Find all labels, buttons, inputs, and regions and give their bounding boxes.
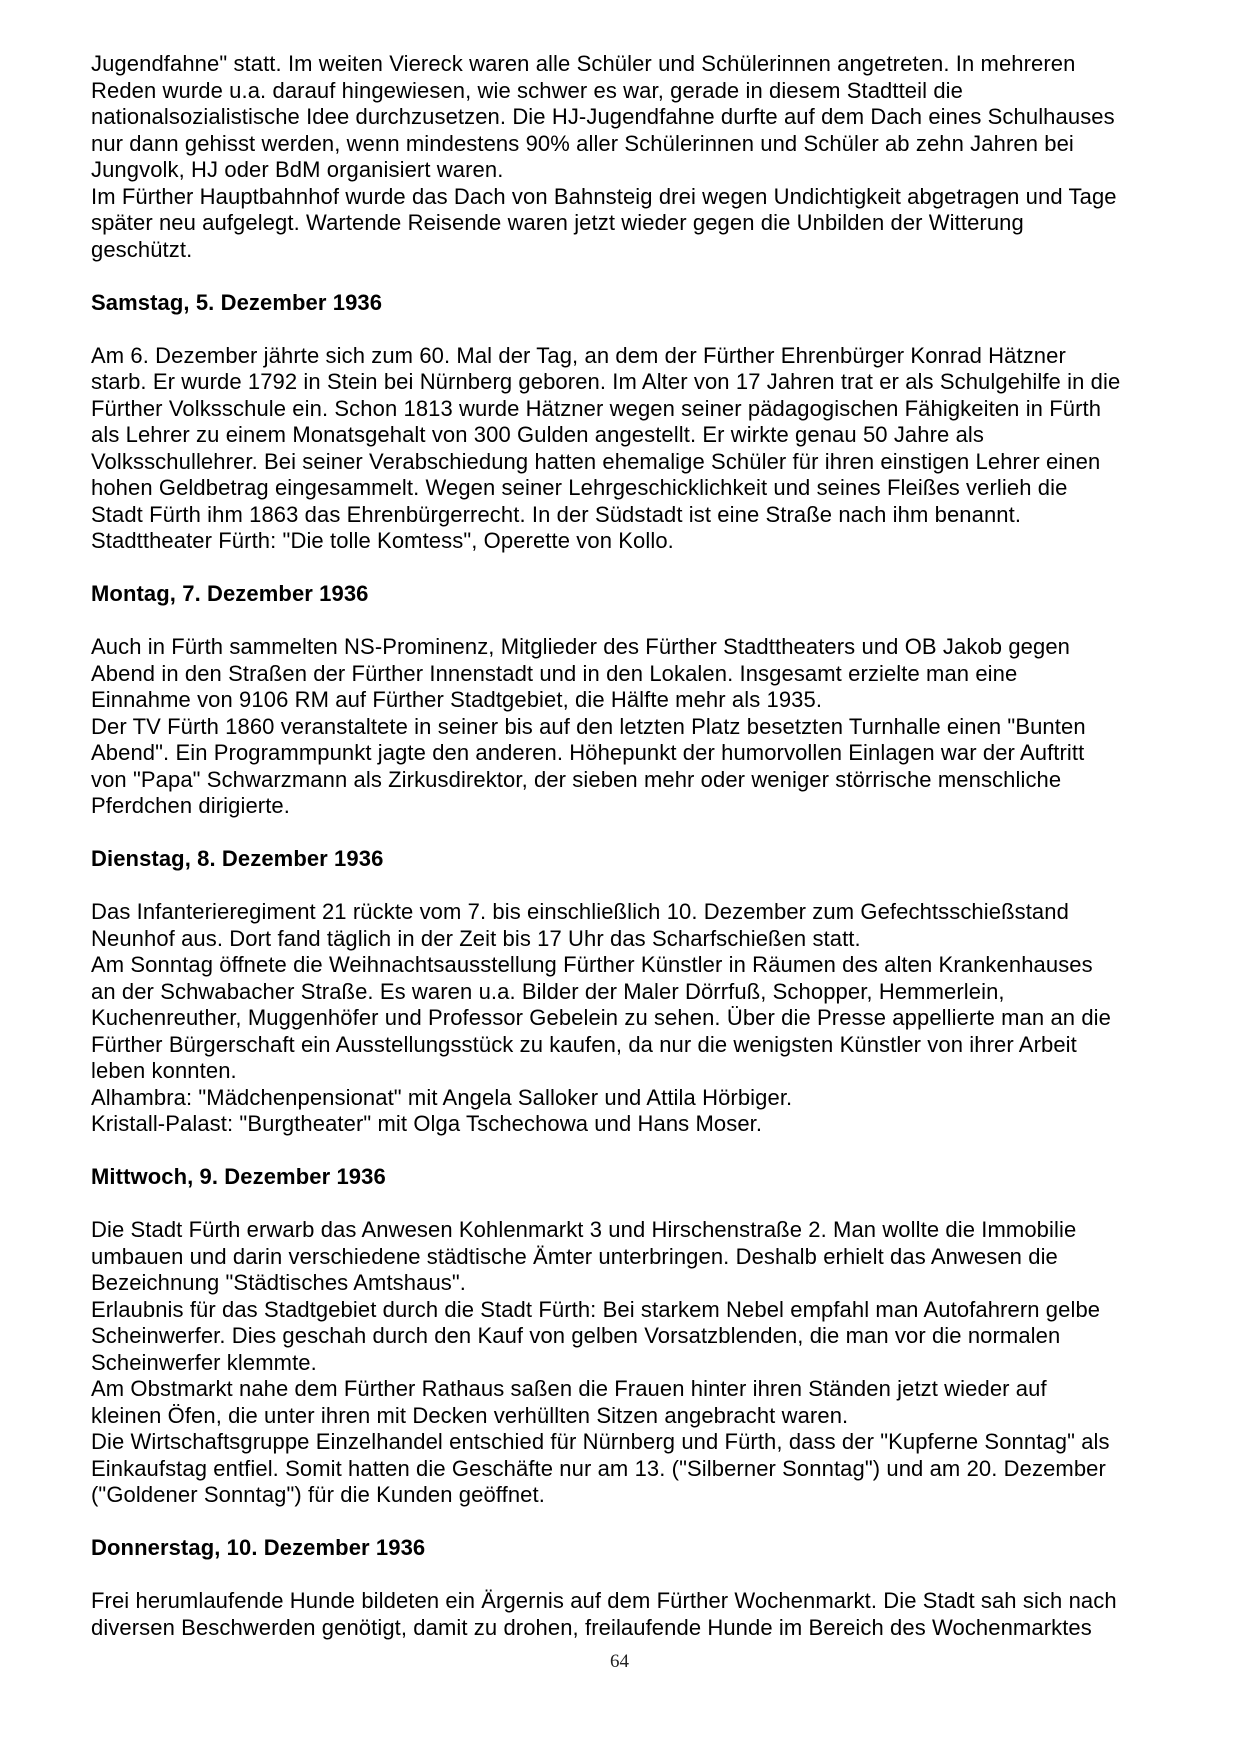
paragraph bbox=[91, 343, 1166, 555]
text-line: geschützt. bbox=[91, 236, 193, 262]
page-number: 64 bbox=[610, 1651, 629, 1672]
paragraph bbox=[91, 1217, 1166, 1509]
text-line: Volksschullehrer. Bei seiner Verabschiedung hatten ehemalige Schüler für ihren einstigen Lehrer einen bbox=[91, 448, 1101, 474]
text-line: Reden wurde u.a. darauf hingewiesen, wie schwer es war, gerade in diesem Stadtteil die bbox=[91, 77, 963, 103]
text-line: als Lehrer zu einem Monatsgehalt von 300 Gulden angestellt. Er wirkte genau 50 Jahre als bbox=[91, 422, 984, 447]
text-line: Fürther Volksschule ein. Schon 1813 wurde Hätzner wegen seiner pädagogischen Fähigkeiten in Fürth bbox=[91, 395, 1102, 421]
text-line: Fürther Bürgerschaft ein Ausstellungsstück zu kaufen, da nur die wenigsten Künstler von ihrer Arbeit bbox=[91, 1031, 1077, 1057]
text-line: Scheinwerfer klemmte. bbox=[91, 1349, 317, 1375]
paragraph bbox=[91, 51, 1166, 263]
paragraph bbox=[91, 899, 1166, 1138]
text-line: an der Schwabacher Straße. Es waren u.a. Bilder der Maler Dörrfuß, Schopper, Hemmerlein, bbox=[91, 978, 1005, 1004]
text-line: Erlaubnis für das Stadtgebiet durch die Stadt Fürth: Bei starkem Nebel empfahl man Autofahrern gelbe bbox=[91, 1296, 1101, 1322]
text-line: Am 6. Dezember jährte sich zum 60. Mal der Tag, an dem der Fürther Ehrenbürger Konrad Hätzner bbox=[91, 342, 1066, 368]
text-line: Auch in Fürth sammelten NS-Prominenz, Mitglieder des Fürther Stadttheaters und OB Jakob gegen bbox=[91, 634, 1070, 659]
text-line: diversen Beschwerden genötigt, damit zu drohen, freilaufende Hunde im Bereich des Wochenmarktes bbox=[91, 1614, 1092, 1640]
text-line: Samstag, 5. Dezember 1936 bbox=[91, 289, 383, 315]
text-line: Frei herumlaufende Hunde bildeten ein Ärgernis auf dem Fürther Wochenmarkt. Die Stadt sah sich nach bbox=[91, 1588, 1117, 1613]
text-line: Jungvolk, HJ oder BdM organisiert waren. bbox=[91, 157, 504, 182]
text-line: Die Stadt Fürth erwarb das Anwesen Kohlenmarkt 3 und Hirschenstraße 2. Man wollte die Immobilie bbox=[91, 1217, 1077, 1242]
text-line: leben konnten. bbox=[91, 1058, 237, 1083]
section-heading bbox=[91, 1164, 1166, 1191]
text-line: später neu aufgelegt. Wartende Reisende waren jetzt wieder gegen die Unbilden der Witterung bbox=[91, 210, 1024, 235]
section-heading bbox=[91, 581, 1166, 608]
text-line: Abend". Ein Programmpunkt jagte den anderen. Höhepunkt der humorvollen Einlagen war der Auftritt bbox=[91, 740, 1085, 765]
text-line: Stadttheater Fürth: "Die tolle Komtess", Operette von Kollo. bbox=[91, 528, 674, 553]
text-line: Bezeichnung "Städtisches Amtshaus". bbox=[91, 1270, 466, 1295]
text-line: Abend in den Straßen der Fürther Innenstadt und in den Lokalen. Insgesamt erzielte man eine bbox=[91, 660, 1018, 686]
text-line: nationalsozialistische Idee durchzusetzen. Die HJ-Jugendfahne durfte auf dem Dach eines Schulhauses bbox=[91, 104, 1115, 129]
text-line: Am Obstmarkt nahe dem Fürther Rathaus saßen die Frauen hinter ihren Ständen jetzt wieder auf bbox=[91, 1376, 1047, 1401]
text-line: Einkaufstag entfiel. Somit hatten die Geschäfte nur am 13. ("Silberner Sonntag") und am 20. Dezember bbox=[91, 1455, 1106, 1481]
text-line: Kristall-Palast: "Burgtheater" mit Olga Tschechowa und Hans Moser. bbox=[91, 1111, 763, 1136]
text-line: ("Goldener Sonntag") für die Kunden geöffnet. bbox=[91, 1482, 545, 1507]
text-line: Pferdchen dirigierte. bbox=[91, 793, 290, 818]
text-line: Der TV Fürth 1860 veranstaltete in seiner bis auf den letzten Platz besetzten Turnhalle einen "Bunten bbox=[91, 713, 1086, 739]
text-line: Donnerstag, 10. Dezember 1936 bbox=[91, 1535, 426, 1560]
document-content bbox=[91, 51, 1166, 1641]
text-line: Das Infanterieregiment 21 rückte vom 7. bis einschließlich 10. Dezember zum Gefechtsschießstand bbox=[91, 899, 1069, 924]
text-line: Mittwoch, 9. Dezember 1936 bbox=[91, 1164, 386, 1189]
text-line: Kuchenreuther, Muggenhöfer und Professor Gebelein zu sehen. Über die Presse appellierte man an die bbox=[91, 1005, 1111, 1030]
text-line: nur dann gehisst werden, wenn mindestens 90% aller Schülerinnen und Schüler ab zehn Jahren bei bbox=[91, 130, 1074, 156]
text-line: Alhambra: "Mädchenpensionat" mit Angela Salloker und Attila Hörbiger. bbox=[91, 1084, 793, 1110]
section-heading bbox=[91, 290, 1166, 317]
paragraph bbox=[91, 634, 1166, 820]
text-line: Im Fürther Hauptbahnhof wurde das Dach von Bahnsteig drei wegen Undichtigkeit abgetragen und Tage bbox=[91, 183, 1117, 209]
text-line: Jugendfahne" statt. Im weiten Viereck waren alle Schüler und Schülerinnen angetreten. In mehreren bbox=[91, 51, 1076, 76]
text-line: von "Papa" Schwarzmann als Zirkusdirektor, der sieben mehr oder weniger störrische menschliche bbox=[91, 766, 1062, 792]
text-line: Dienstag, 8. Dezember 1936 bbox=[91, 846, 384, 871]
section-heading bbox=[91, 1535, 1166, 1562]
text-line: Stadt Fürth ihm 1863 das Ehrenbürgerrecht. In der Südstadt ist eine Straße nach ihm benannt. bbox=[91, 501, 1022, 527]
text-line: hohen Geldbetrag eingesammelt. Wegen seiner Lehrgeschicklichkeit und seines Fleißes verlieh die bbox=[91, 475, 1068, 500]
paragraph bbox=[91, 1588, 1166, 1641]
text-line: Neunhof aus. Dort fand täglich in der Zeit bis 17 Uhr das Scharfschießen statt. bbox=[91, 925, 861, 951]
text-line: umbauen und darin verschiedene städtische Ämter unterbringen. Deshalb erhielt das Anwesen die bbox=[91, 1243, 1058, 1269]
text-line: Scheinwerfer. Dies geschah durch den Kauf von gelben Vorsatzblenden, die man vor die normalen bbox=[91, 1323, 1061, 1348]
text-line: kleinen Öfen, die unter ihren mit Decken verhüllten Sitzen angebracht waren. bbox=[91, 1402, 849, 1428]
text-line: Die Wirtschaftsgruppe Einzelhandel entschied für Nürnberg und Fürth, dass der "Kupferne Sonntag" als bbox=[91, 1429, 1110, 1454]
section-heading bbox=[91, 846, 1166, 873]
text-line: Einnahme von 9106 RM auf Fürther Stadtgebiet, die Hälfte mehr als 1935. bbox=[91, 687, 823, 712]
text-line: Am Sonntag öffnete die Weihnachtsausstellung Fürther Künstler in Räumen des alten Krankenhauses bbox=[91, 952, 1093, 977]
text-line: Montag, 7. Dezember 1936 bbox=[91, 581, 369, 606]
text-line: starb. Er wurde 1792 in Stein bei Nürnberg geboren. Im Alter von 17 Jahren trat er als Schulgehilfe in die bbox=[91, 369, 1121, 394]
